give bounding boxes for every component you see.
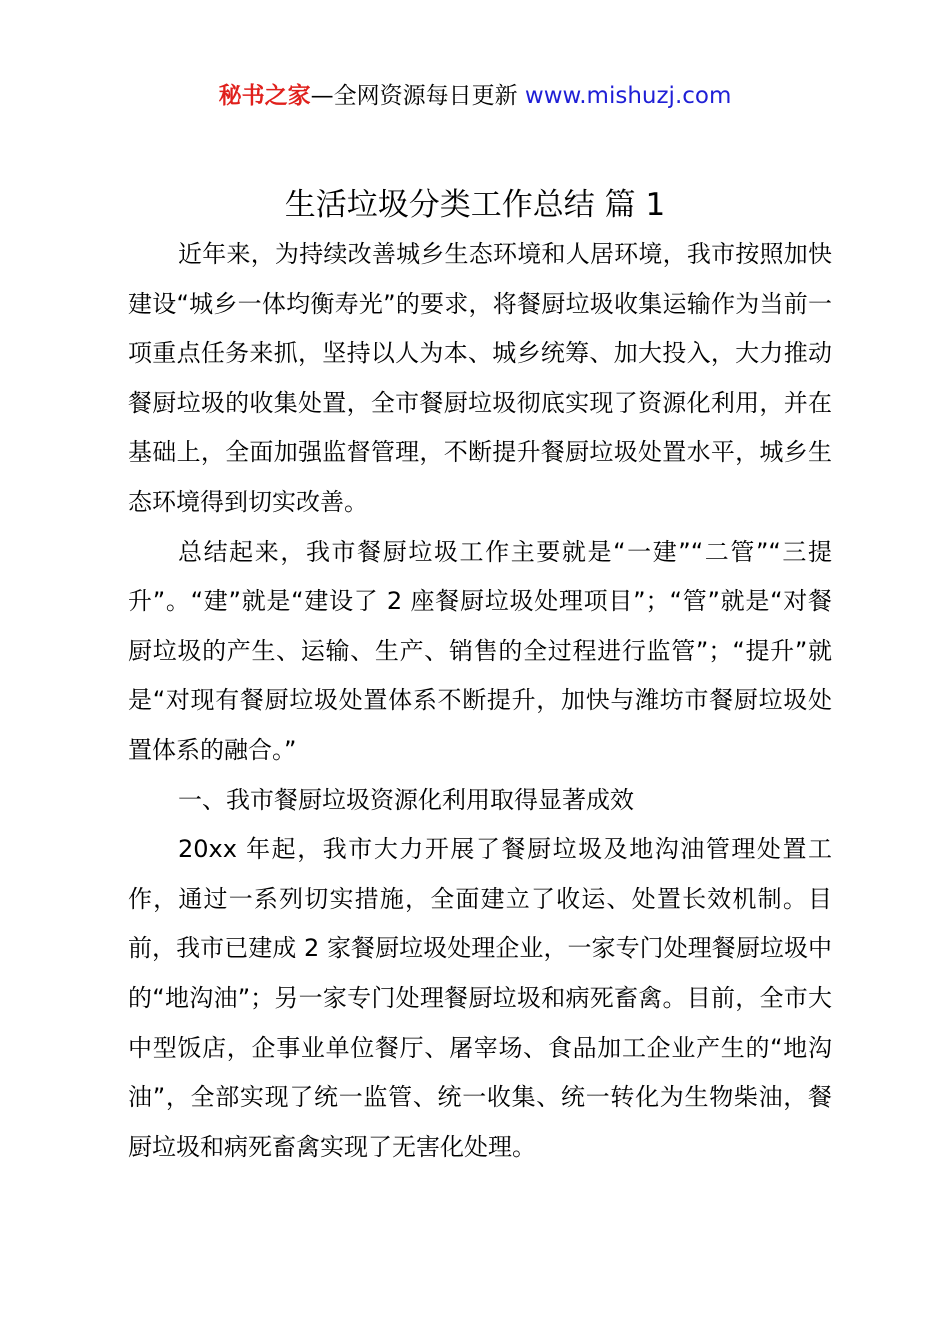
page-header <box>0 80 950 112</box>
site-slogan: —全网资源每日更新 <box>310 83 525 109</box>
site-url[interactable]: www.mishuzj.com <box>524 83 732 109</box>
document-body <box>128 230 832 1172</box>
document-title: 生活垃圾分类工作总结 篇 1 <box>284 187 666 223</box>
paragraph-intro: 近年来，为持续改善城乡生态环境和人居环境，我市按照加快建设“城乡一体均衡寿光”的要求，将餐厨垃圾收集运输作为当前一项重点任务来抓，坚持以人为本、城乡统筹、加大投入，大力推动餐厨垃圾的收集处置，全市餐厨垃圾彻底实现了资源化利用，并在基础上，全面加强监督管理，不断提升餐厨垃圾处置水平，城乡生态环境得到切实改善。 <box>128 240 832 516</box>
paragraph-section-1: 20xx 年起，我市大力开展了餐厨垃圾及地沟油管理处置工作，通过一系列切实措施，全面建立了收运、处置长效机制。目前，我市已建成 2 家餐厨垃圾处理企业，一家专门处理餐厨垃圾中的“地沟油”；另一家专门处理餐厨垃圾和病死畜禽。目前，全市大中型饭店，企事业单位餐厅、屠宰场、食品加工企业产生的“地沟油”，全部实现了统一监管、统一收集、统一转化为生物柴油，餐厨垃圾和病死畜禽实现了无害化处理。 <box>128 835 832 1161</box>
section-heading-1: 一、我市餐厨垃圾资源化利用取得显著成效 <box>178 785 634 814</box>
paragraph-summary: 总结起来，我市餐厨垃圾工作主要就是“一建”“二管”“三提升”。“建”就是“建设了 2 座餐厨垃圾处理项目”；“管”就是“对餐厨垃圾的产生、运输、生产、销售的全过程进行监管”；“提升”就是“对现有餐厨垃圾处置体系不断提升，加快与潍坊市餐厨垃圾处置体系的融合。” <box>128 537 832 764</box>
site-brand: 秘书之家 <box>218 83 311 109</box>
